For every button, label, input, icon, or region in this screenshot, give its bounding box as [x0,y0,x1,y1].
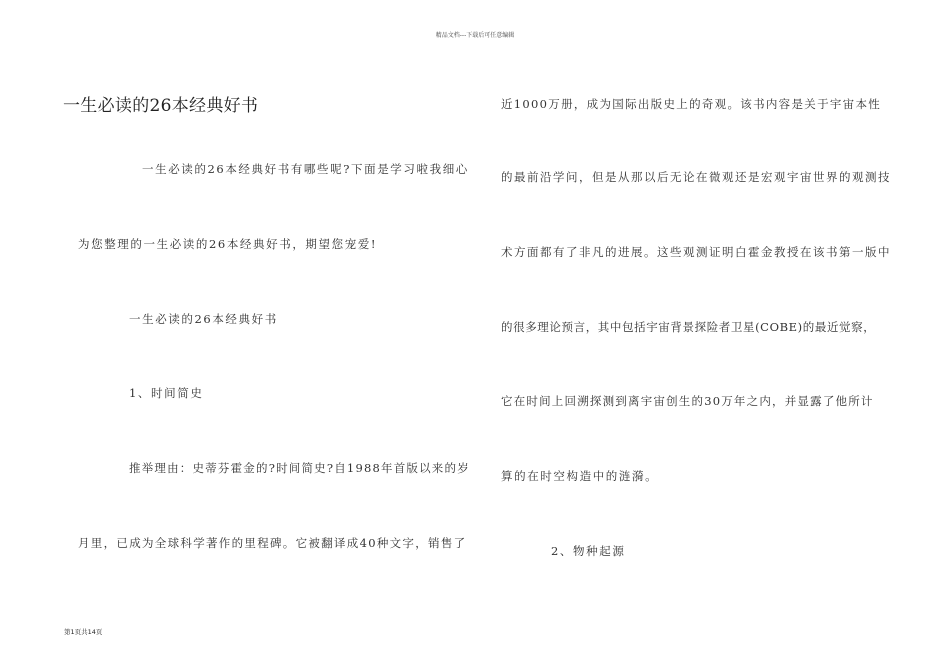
page-header: 精品文档---下载后可任意编辑 [435,32,515,39]
paragraph-line: 它在时间上回溯探测到离宇宙创生的30万年之内，并显露了他所计 [501,394,874,408]
paragraph-line: 推举理由：史蒂芬霍金的?时间简史?自1988年首版以来的岁 [129,461,470,475]
paragraph-line: 近1000万册，成为国际出版史上的奇观。该书内容是关于宇宙本性 [501,97,882,111]
paragraph-line: 月里，已成为全球科学著作的里程碑。它被翻译成40种文字，销售了 [78,536,467,550]
item-heading: 2、物种起源 [551,544,626,558]
section-heading: 一生必读的26本经典好书 [129,312,278,326]
paragraph-line: 的很多理论预言，其中包括宇宙背景探险者卫星(COBE)的最近觉察， [501,320,876,334]
paragraph-line: 术方面都有了非凡的进展。这些观测证明白霍金教授在该书第一版中 [501,245,891,259]
page-footer: 第1页共14页 [64,628,103,636]
paragraph-line: 的最前沿学问，但是从那以后无论在微观还是宏观宇宙世界的观测技 [501,170,891,184]
paragraph-line: 一生必读的26本经典好书有哪些呢?下面是学习啦我细心 [142,162,469,176]
paragraph-line: 算的在时空构造中的涟漪。 [501,469,659,483]
paragraph-line: 为您整理的一生必读的26本经典好书，期望您宠爱! [78,237,378,251]
item-heading: 1、时间简史 [129,386,204,400]
document-title: 一生必读的26本经典好书 [63,96,259,116]
